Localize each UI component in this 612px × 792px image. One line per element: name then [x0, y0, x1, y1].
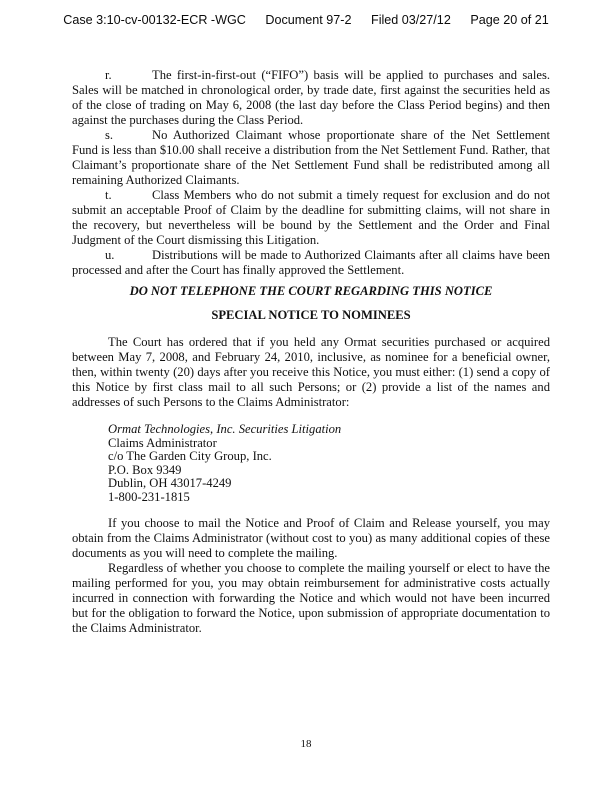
do-not-telephone-heading: DO NOT TELEPHONE THE COURT REGARDING THIS NOTICE: [129, 284, 493, 298]
address-phone: 1-800-231-1815: [108, 489, 190, 504]
subparagraph-t-text: Class Members who do not submit a timely request for exclusion and do not submit an acceptable Proof of Claim by the deadline for submitting claims, will not share in the recovery, but nevertheless will be bound by the Settlement and the Order and Final Judgment of the Court dismissing this Litigation.: [72, 188, 550, 247]
document-body: [72, 68, 550, 636]
page-of-label: Page 20 of 21: [470, 13, 549, 27]
nominee-instructions-paragraph: The Court has ordered that if you held any Ormat securities purchased or acquired between May 7, 2008, and February 24, 2010, inclusive, as nominee for a beneficial owner, then, within twenty (20) days after you receive this Notice, you must either: (1) send a copy of this Notice by first class mail to all such Persons; or (2) provide a list of the names and addresses of such Persons to the Claims Administrator:: [72, 335, 550, 409]
address-line: P.O. Box 9349: [108, 462, 182, 477]
case-number: Case 3:10-cv-00132-ECR -WGC: [63, 13, 246, 27]
subparagraph-s-letter: s.: [105, 128, 114, 142]
filed-date: Filed 03/27/12: [371, 13, 451, 27]
subparagraph-r: [72, 68, 550, 128]
claims-administrator-address: [108, 423, 550, 504]
address-line: c/o The Garden City Group, Inc.: [108, 449, 272, 463]
special-notice-heading: SPECIAL NOTICE TO NOMINEES: [211, 308, 411, 322]
address-case-name: Ormat Technologies, Inc. Securities Litigation: [108, 422, 342, 436]
subparagraph-u-text: Distributions will be made to Authorized Claimants after all claims have been processed and after the Court has finally approved the Settlement.: [72, 248, 550, 277]
reimbursement-paragraph: Regardless of whether you choose to complete the mailing yourself or elect to have the mailing performed for you, you may obtain reimbursement for administrative costs actually incurred in connection with forwarding the Notice and which would not have been incurred but for the obligation to forward the Notice, upon submission of appropriate documentation to the Claims Administrator.: [72, 561, 550, 635]
subparagraph-s-text: No Authorized Claimant whose proportionate share of the Net Settlement Fund is less than $10.00 shall receive a distribution from the Net Settlement Fund. Rather, that Claimant’s proportionate share of the Net Settlement Fund shall be redistributed among all remaining Authorized Claimants.: [72, 128, 550, 187]
subparagraph-s: [72, 128, 550, 188]
subparagraph-r-letter: r.: [105, 68, 112, 82]
subparagraph-u-letter: u.: [105, 248, 115, 262]
mailing-paragraph: If you choose to mail the Notice and Proof of Claim and Release yourself, you may obtain from the Claims Administrator (without cost to you) as many additional copies of these documents as you will need to complete the mailing.: [72, 516, 550, 560]
document-number: Document 97-2: [265, 13, 352, 27]
subparagraph-r-text: The first-in-first-out (“FIFO”) basis will be applied to purchases and sales. Sales will be matched in chronological order, by trade date, first against the securities held as of the close of trading on May 6, 2008 (the last day before the Class Period begins) and then against the purchases during the Class Period.: [72, 68, 550, 127]
subparagraph-u: [72, 248, 550, 278]
case-caption-header: [0, 13, 612, 27]
page-number: 18: [300, 738, 312, 750]
subparagraph-t-letter: t.: [105, 188, 112, 202]
subparagraph-t: [72, 188, 550, 248]
address-line: Claims Administrator: [108, 435, 217, 450]
address-line: Dublin, OH 43017-4249: [108, 476, 232, 490]
